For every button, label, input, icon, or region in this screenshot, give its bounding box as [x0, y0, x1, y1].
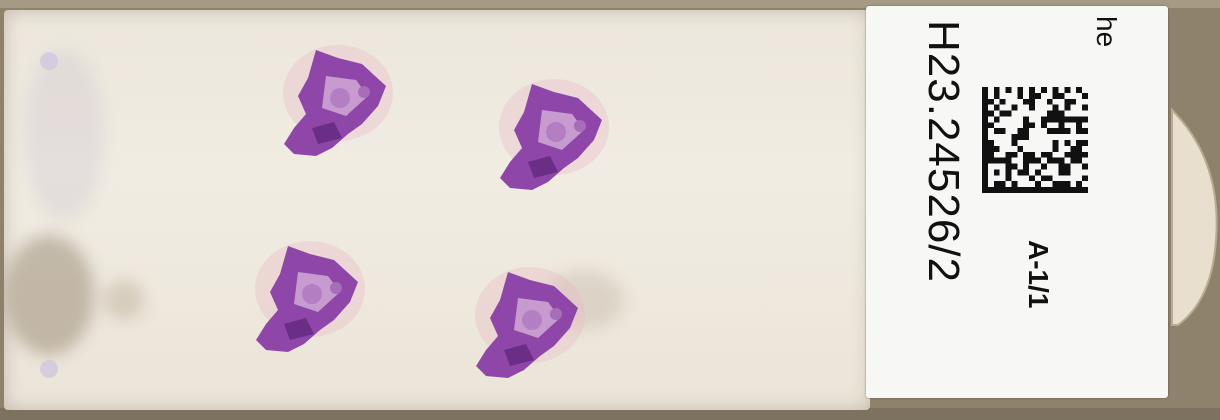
datamatrix-module	[1006, 152, 1012, 158]
case-number: H23.24526/2	[919, 20, 968, 283]
datamatrix-module	[1076, 128, 1082, 134]
slide-label	[866, 6, 1168, 398]
datamatrix-module	[1082, 152, 1088, 158]
datamatrix-module	[1041, 164, 1047, 170]
glass-smudge	[4, 235, 94, 355]
datamatrix-module	[1064, 140, 1070, 146]
datamatrix-module	[1035, 169, 1041, 175]
datamatrix-module	[988, 122, 994, 128]
datamatrix-module	[1076, 140, 1082, 146]
datamatrix-module	[1053, 116, 1059, 122]
datamatrix-module	[1023, 158, 1029, 164]
datamatrix-module	[1082, 116, 1088, 122]
tissue-section	[468, 260, 593, 385]
datamatrix-module	[1023, 128, 1029, 134]
datamatrix-module	[1029, 158, 1035, 164]
datamatrix-module	[988, 158, 994, 164]
datamatrix-module	[1000, 181, 1006, 187]
datamatrix-module	[1076, 181, 1082, 187]
datamatrix-module	[1076, 152, 1082, 158]
datamatrix-module	[1076, 116, 1082, 122]
datamatrix-module	[1082, 128, 1088, 134]
datamatrix-module	[1059, 158, 1065, 164]
datamatrix-module	[1017, 87, 1023, 93]
datamatrix-module	[1047, 116, 1053, 122]
datamatrix-module	[1023, 169, 1029, 175]
datamatrix-module	[994, 105, 1000, 111]
datamatrix-module	[994, 181, 1000, 187]
glass-smudge	[104, 280, 144, 320]
glass-smudge	[24, 50, 104, 220]
block-id: A-1/1	[1023, 240, 1054, 309]
datamatrix-module	[1011, 134, 1017, 140]
datamatrix-module	[1070, 158, 1076, 164]
datamatrix-module	[1000, 99, 1006, 105]
datamatrix-module	[1000, 128, 1006, 134]
datamatrix-module	[1017, 134, 1023, 140]
datamatrix-module	[994, 116, 1000, 122]
datamatrix-module	[1017, 128, 1023, 134]
datamatrix-module	[1059, 93, 1065, 99]
datamatrix-module	[1076, 87, 1082, 93]
datamatrix-module	[1070, 116, 1076, 122]
datamatrix-module	[1053, 87, 1059, 93]
datamatrix-module	[1023, 99, 1029, 105]
datamatrix-module	[1064, 181, 1070, 187]
datamatrix-module	[1047, 152, 1053, 158]
tissue-section	[248, 234, 373, 359]
datamatrix-module	[1059, 116, 1065, 122]
datamatrix-module	[994, 158, 1000, 164]
datamatrix-module	[1059, 181, 1065, 187]
datamatrix-module	[1029, 87, 1035, 93]
datamatrix-module	[1047, 175, 1053, 181]
datamatrix-module	[1023, 152, 1029, 158]
datamatrix-module	[1035, 181, 1041, 187]
datamatrix-module	[1053, 146, 1059, 152]
datamatrix-module	[1053, 111, 1059, 117]
datamatrix-module	[1064, 99, 1070, 105]
datamatrix-module	[1011, 164, 1017, 170]
datamatrix-module	[1017, 93, 1023, 99]
datamatrix-module	[1000, 111, 1006, 117]
datamatrix-module	[994, 93, 1000, 99]
datamatrix-module	[1070, 146, 1076, 152]
datamatrix-module	[1053, 128, 1059, 134]
datamatrix-module	[1053, 140, 1059, 146]
datamatrix-module	[1006, 169, 1012, 175]
datamatrix-module	[1000, 158, 1006, 164]
datamatrix-module	[1011, 105, 1017, 111]
datamatrix-module	[1029, 152, 1035, 158]
slide-hole-bottom	[40, 360, 58, 378]
datamatrix-module	[988, 111, 994, 117]
datamatrix-module	[1017, 146, 1023, 152]
tissue-section	[276, 38, 401, 163]
datamatrix-code-icon	[982, 86, 1088, 194]
datamatrix-module	[1006, 175, 1012, 181]
datamatrix-module	[1041, 122, 1047, 128]
datamatrix-module	[1006, 111, 1012, 117]
glass-slide	[4, 10, 870, 410]
datamatrix-module	[1053, 181, 1059, 187]
datamatrix-module	[1064, 152, 1070, 158]
datamatrix-module	[1023, 116, 1029, 122]
datamatrix-module	[1059, 164, 1065, 170]
datamatrix-module	[994, 146, 1000, 152]
datamatrix-module	[1029, 175, 1035, 181]
datamatrix-module	[1047, 128, 1053, 134]
datamatrix-module	[1047, 158, 1053, 164]
datamatrix-module	[994, 87, 1000, 93]
datamatrix-module	[1053, 105, 1059, 111]
datamatrix-module	[1041, 152, 1047, 158]
datamatrix-module	[1023, 164, 1029, 170]
datamatrix-module	[1053, 158, 1059, 164]
datamatrix-module	[1064, 105, 1070, 111]
datamatrix-module	[1023, 134, 1029, 140]
datamatrix-module	[1070, 152, 1076, 158]
datamatrix-module	[1076, 146, 1082, 152]
datamatrix-module	[1059, 169, 1065, 175]
datamatrix-module	[1064, 164, 1070, 170]
datamatrix-module	[1041, 116, 1047, 122]
datamatrix-module	[1029, 122, 1035, 128]
datamatrix-module	[1070, 99, 1076, 105]
datamatrix-module	[1006, 164, 1012, 170]
datamatrix-module	[1064, 116, 1070, 122]
datamatrix-module	[1011, 140, 1017, 146]
datamatrix-module	[1035, 93, 1041, 99]
datamatrix-module	[1064, 87, 1070, 93]
datamatrix-module	[1064, 169, 1070, 175]
datamatrix-module	[1059, 122, 1065, 128]
datamatrix-module	[1041, 175, 1047, 181]
datamatrix-module	[988, 99, 994, 105]
slide-hole-top	[40, 52, 58, 70]
datamatrix-module	[1082, 105, 1088, 111]
datamatrix-module	[1076, 158, 1082, 164]
datamatrix-module	[1082, 140, 1088, 146]
datamatrix-module	[1082, 93, 1088, 99]
datamatrix-module	[1011, 181, 1017, 187]
datamatrix-module	[1082, 164, 1088, 170]
datamatrix-module	[1023, 122, 1029, 128]
datamatrix-module	[1041, 87, 1047, 93]
datamatrix-module	[1053, 93, 1059, 99]
datamatrix-module	[1059, 111, 1065, 117]
datamatrix-module	[988, 152, 994, 158]
datamatrix-module	[988, 140, 994, 146]
datamatrix-module	[1064, 128, 1070, 134]
datamatrix-module	[1006, 158, 1012, 164]
tissue-section	[492, 72, 617, 197]
datamatrix-module	[1082, 175, 1088, 181]
datamatrix-module	[1076, 122, 1082, 128]
datamatrix-module	[994, 128, 1000, 134]
datamatrix-module	[1006, 87, 1012, 93]
datamatrix-module	[994, 169, 1000, 175]
datamatrix-module	[1017, 169, 1023, 175]
datamatrix-module	[1047, 111, 1053, 117]
datamatrix-module	[1029, 105, 1035, 111]
stain-type: he	[1091, 16, 1122, 48]
datamatrix-module	[1011, 152, 1017, 158]
datamatrix-module	[1047, 99, 1053, 105]
datamatrix-module	[1035, 158, 1041, 164]
datamatrix-module	[988, 146, 994, 152]
datamatrix-module	[1029, 93, 1035, 99]
datamatrix-module	[1029, 99, 1035, 105]
datamatrix-module	[1059, 128, 1065, 134]
